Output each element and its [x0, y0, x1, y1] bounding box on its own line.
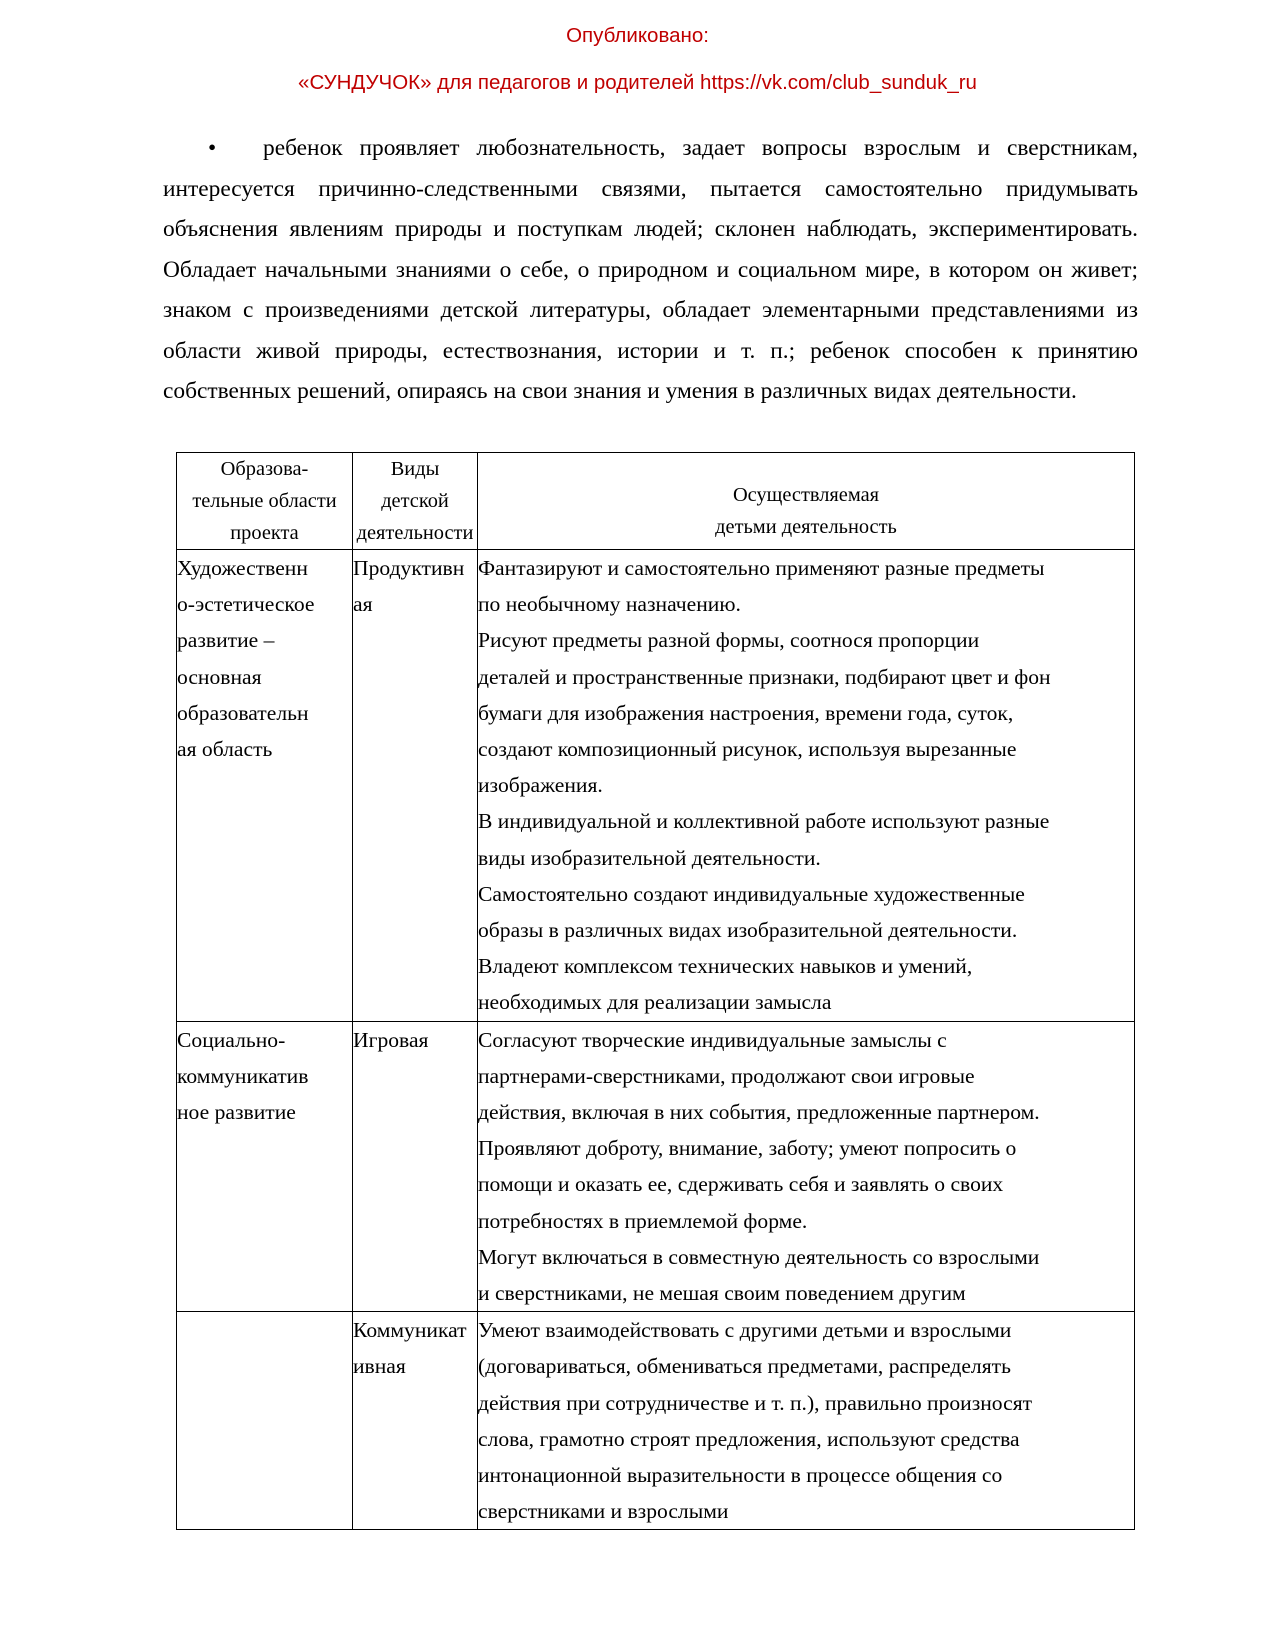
- cell-line: помощи и оказать ее, сдерживать себя и заявлять о своих: [478, 1172, 1004, 1197]
- cell-performed-activity: [478, 550, 1135, 1022]
- cell-line: ая область: [177, 737, 273, 762]
- cell-line: В индивидуальной и коллективной работе используют разные: [478, 809, 1050, 834]
- header-cell-educational-areas: [177, 453, 353, 550]
- cell-line: образовательн: [177, 700, 309, 725]
- cell-performed-activity: [478, 1312, 1135, 1530]
- cell-activity-type: [353, 1021, 478, 1312]
- cell-line: потребностях в приемлемой форме.: [478, 1208, 808, 1233]
- activities-table-wrapper: [176, 452, 1134, 1530]
- cell-line: Коммуникат: [353, 1318, 467, 1343]
- bullet-paragraph: [163, 128, 1138, 412]
- header-line: проекта: [230, 522, 299, 544]
- table-row: [177, 550, 1135, 1022]
- published-header: [0, 26, 1275, 93]
- cell-line: Рисуют предметы разной формы, соотнося пропорции: [478, 628, 980, 653]
- header-line: детьми деятельность: [715, 516, 897, 538]
- cell-line: Могут включаться в совместную деятельность со взрослыми: [478, 1244, 1040, 1269]
- cell-line: Художественн: [177, 556, 308, 580]
- cell-line: интонационной выразительности в процессе общения со: [478, 1463, 1003, 1488]
- cell-line: ая: [353, 592, 373, 617]
- cell-line: Умеют взаимодействовать с другими детьми и взрослыми: [478, 1318, 1012, 1343]
- cell-educational-area: [177, 1312, 353, 1530]
- body-paragraph-block: [163, 128, 1138, 412]
- cell-educational-area: [177, 1021, 353, 1312]
- table-row: [177, 1021, 1135, 1312]
- cell-line: основная: [177, 664, 262, 689]
- cell-line: слова, грамотно строят предложения, используют средства: [478, 1426, 1020, 1451]
- cell-line: ное развитие: [177, 1100, 296, 1125]
- cell-line: Продуктивн: [353, 556, 465, 580]
- cell-line: Игровая: [353, 1027, 429, 1052]
- cell-educational-area: [177, 550, 353, 1022]
- header-line: детской: [381, 490, 449, 512]
- cell-line: сверстниками и взрослыми: [478, 1499, 729, 1524]
- cell-line: Проявляют доброту, внимание, заботу; умеют попросить о: [478, 1136, 1017, 1161]
- cell-line: о-эстетическое: [177, 592, 315, 617]
- cell-line: партнерами-сверстниками, продолжают свои игровые: [478, 1063, 975, 1088]
- cell-line: образы в различных видах изобразительной деятельности.: [478, 918, 1018, 943]
- header-line: Образова-: [220, 458, 309, 480]
- cell-line: ивная: [353, 1354, 406, 1379]
- header-line: деятельности: [356, 522, 474, 544]
- cell-line: по необычному назначению.: [478, 592, 741, 617]
- cell-line: и сверстниками, не мешая своим поведением другим: [478, 1281, 966, 1306]
- table-head: [177, 453, 1135, 550]
- cell-line: Социально-: [177, 1027, 286, 1052]
- cell-line: развитие –: [177, 628, 275, 653]
- cell-line: Фантазируют и самостоятельно применяют разные предметы: [478, 556, 1045, 580]
- cell-activity-type: [353, 550, 478, 1022]
- header-line: Осуществляемая: [732, 484, 880, 506]
- cell-line: изображения.: [478, 773, 603, 798]
- bullet-paragraph-text: ребенок проявляет любознательность, задает вопросы взрослым и сверстникам, интересуется причинно-следственными связями, пытается самостоятельно придумывать объяснения явлениям природы и поступкам людей; склонен наблюдать, экспериментировать. Обладает начальными знаниями о себе, о природном и социальном мире, в котором он живет; знаком с произведениями детской литературы, обладает элементарными представлениями из области живой природы, естествознания, истории и т. п.; ребенок способен к принятию собственных решений, опираясь на свои знания и умения в различных видах деятельности.: [163, 135, 1138, 404]
- cell-line: Самостоятельно создают индивидуальные художественные: [478, 881, 1025, 906]
- table-row: [177, 1312, 1135, 1530]
- cell-line: Владеют комплексом технических навыков и умений,: [478, 954, 973, 979]
- cell-line: действия, включая в них события, предложенные партнером.: [478, 1100, 1040, 1125]
- cell-activity-type: [353, 1312, 478, 1530]
- published-label: Опубликовано:: [566, 24, 709, 47]
- published-source-link[interactable]: «СУНДУЧОК» для педагогов и родителей https://vk.com/club_sunduk_ru: [298, 70, 977, 94]
- activities-table: [176, 452, 1135, 1530]
- header-cell-performed-activity: [478, 453, 1135, 550]
- table-body: [177, 550, 1135, 1530]
- cell-line: деталей и пространственные признаки, подбирают цвет и фон: [478, 664, 1051, 689]
- cell-line: бумаги для изображения настроения, времени года, суток,: [478, 700, 1014, 725]
- table-header-row: [177, 453, 1135, 550]
- cell-line: (договариваться, обмениваться предметами, распределять: [478, 1354, 1011, 1379]
- cell-line: необходимых для реализации замысла: [478, 990, 832, 1015]
- cell-line: Согласуют творческие индивидуальные замыслы с: [478, 1027, 947, 1052]
- cell-performed-activity: [478, 1021, 1135, 1312]
- bullet-marker: •: [208, 135, 217, 161]
- header-cell-activity-types: [353, 453, 478, 550]
- cell-line: действия при сотрудничестве и т. п.), правильно произносят: [478, 1390, 1033, 1415]
- cell-line: коммуникатив: [177, 1063, 309, 1088]
- header-line: тельные области: [192, 490, 337, 512]
- cell-line: создают композиционный рисунок, используя вырезанные: [478, 737, 1017, 762]
- header-line: Виды: [390, 458, 440, 480]
- cell-line: виды изобразительной деятельности.: [478, 845, 821, 870]
